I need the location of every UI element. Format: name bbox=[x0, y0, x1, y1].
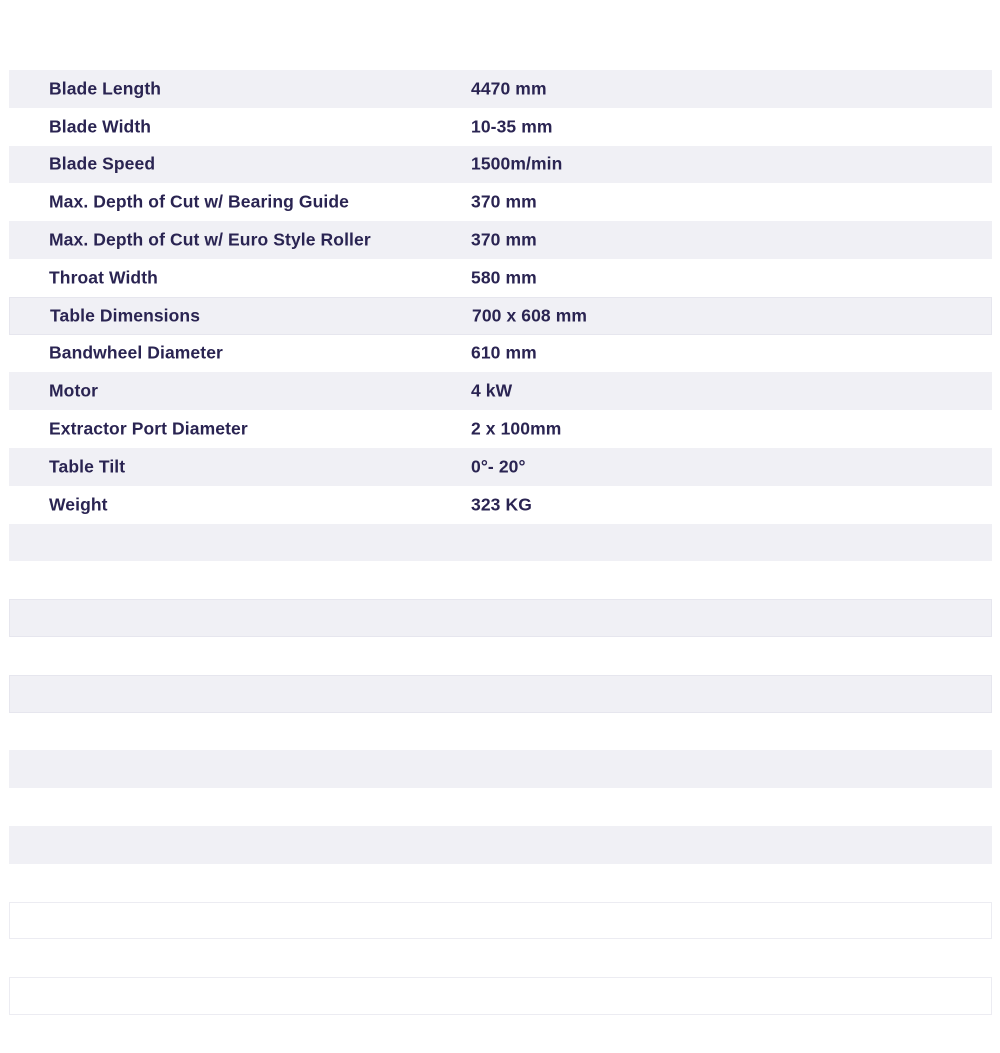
spec-row-table-dimensions bbox=[9, 297, 992, 335]
empty-row bbox=[9, 599, 992, 637]
spec-label: Motor bbox=[49, 380, 99, 401]
spec-label: Blade Speed bbox=[49, 153, 156, 174]
spec-row-table-tilt bbox=[9, 448, 992, 486]
empty-row bbox=[9, 977, 992, 1015]
spec-row-bandwheel-diameter bbox=[9, 335, 992, 373]
spec-value: 370 mm bbox=[471, 229, 537, 250]
spec-label: Blade Width bbox=[49, 116, 152, 137]
spec-label: Bandwheel Diameter bbox=[49, 342, 223, 363]
spec-value: 10-35 mm bbox=[471, 116, 553, 137]
spec-label: Table Dimensions bbox=[50, 305, 201, 326]
empty-row bbox=[9, 561, 992, 599]
spec-value: 0°- 20° bbox=[471, 456, 526, 477]
spec-value: 370 mm bbox=[471, 191, 537, 212]
spec-row-throat-width bbox=[9, 259, 992, 297]
spec-row-motor bbox=[9, 372, 992, 410]
spec-value: 2 x 100mm bbox=[471, 418, 562, 439]
empty-row bbox=[9, 864, 992, 902]
spec-row-weight bbox=[9, 486, 992, 524]
empty-row bbox=[9, 713, 992, 751]
empty-row bbox=[9, 826, 992, 864]
spec-label: Extractor Port Diameter bbox=[49, 418, 248, 439]
spec-label: Throat Width bbox=[49, 267, 158, 288]
spec-table bbox=[9, 70, 992, 1015]
spec-value: 700 x 608 mm bbox=[472, 305, 588, 326]
spec-row-depth-euro-roller bbox=[9, 221, 992, 259]
spec-value: 1500m/min bbox=[471, 153, 563, 174]
empty-row bbox=[9, 637, 992, 675]
spec-value: 4470 mm bbox=[471, 78, 547, 99]
spec-label: Table Tilt bbox=[49, 456, 126, 477]
spec-label: Max. Depth of Cut w/ Bearing Guide bbox=[49, 191, 349, 212]
empty-row bbox=[9, 788, 992, 826]
spec-value: 323 KG bbox=[471, 494, 532, 515]
empty-row bbox=[9, 902, 992, 940]
empty-row bbox=[9, 675, 992, 713]
spec-row-blade-speed bbox=[9, 146, 992, 184]
spec-row-depth-bearing-guide bbox=[9, 183, 992, 221]
spec-label: Max. Depth of Cut w/ Euro Style Roller bbox=[49, 229, 371, 250]
spec-label: Weight bbox=[49, 494, 108, 515]
empty-row bbox=[9, 524, 992, 562]
spec-row-extractor-port bbox=[9, 410, 992, 448]
spec-label: Blade Length bbox=[49, 78, 162, 99]
spec-value: 4 kW bbox=[471, 380, 513, 401]
empty-row bbox=[9, 750, 992, 788]
spec-row-blade-width bbox=[9, 108, 992, 146]
empty-row bbox=[9, 939, 992, 977]
spec-value: 580 mm bbox=[471, 267, 537, 288]
spec-row-blade-length bbox=[9, 70, 992, 108]
spec-value: 610 mm bbox=[471, 342, 537, 363]
